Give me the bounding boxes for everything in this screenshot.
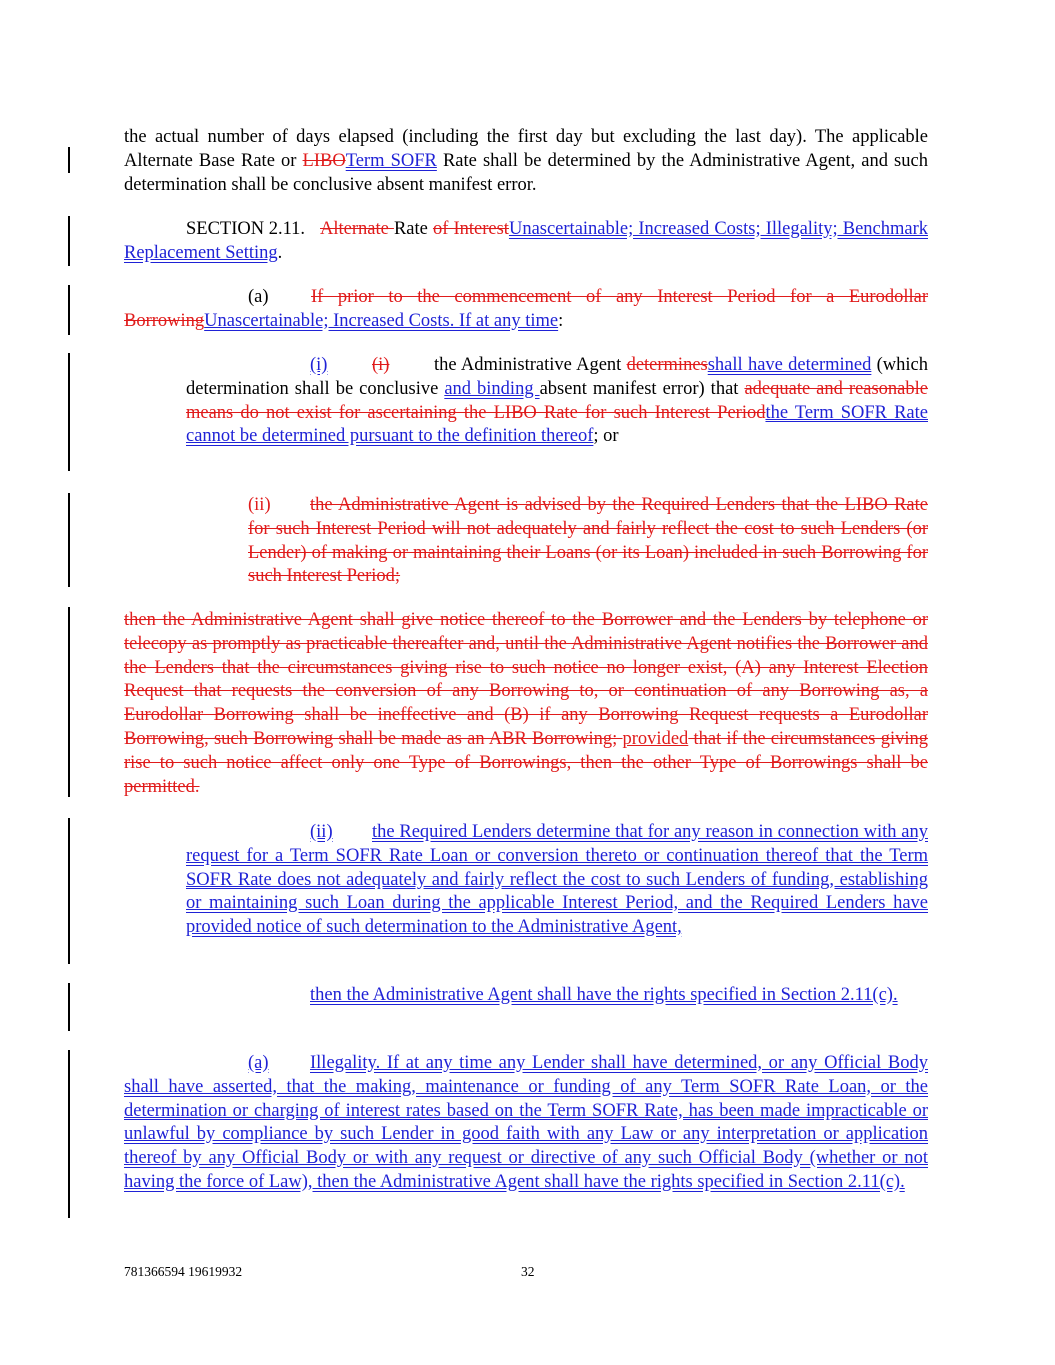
- deleted-clause-label: (i): [372, 355, 390, 375]
- change-bar: [68, 818, 70, 964]
- clause-label: (a): [248, 287, 269, 307]
- page-number: 32: [521, 1264, 535, 1279]
- inserted-text: then the Administrative Agent shall have the rights specified in Section 2.11(c).: [310, 985, 898, 1005]
- change-bar: [68, 493, 70, 587]
- paragraph-i: [186, 354, 928, 449]
- text-run: Rate shall be determined by the Administrative Agent, and such determination shall be conclusive absent manifest error.: [124, 150, 928, 195]
- change-bar: [68, 285, 70, 335]
- text-run: :: [558, 310, 564, 331]
- change-bar: [68, 1050, 70, 1218]
- inserted-text: Term SOFR: [345, 150, 437, 171]
- deleted-clause-label: (ii): [248, 495, 271, 515]
- deleted-text: of Interest: [432, 219, 509, 239]
- inserted-clause-label: (i): [310, 355, 328, 375]
- deleted-text: adequate and reasonable means do not exist for ascertaining the LIBO Rate for such Interest Period: [186, 378, 928, 423]
- paragraph-intro: [124, 126, 928, 197]
- inserted-text: Unascertainable; Increased Costs; Illegality; Benchmark Replacement Setting: [124, 219, 928, 263]
- text-run: the actual number of days elapsed (including the first day but excluding the last day). The applicable Alternate Base Rate or: [124, 127, 928, 171]
- paragraph-then-inserted: [248, 984, 928, 1008]
- inserted-clause-label: (ii): [310, 822, 333, 842]
- text-run: absent manifest error) that: [539, 378, 745, 399]
- deleted-text: Alternate: [320, 219, 394, 239]
- inserted-clause-label: (a): [248, 1053, 269, 1073]
- section-heading: [124, 218, 928, 266]
- inserted-text: the Term SOFR Rate cannot be determined pursuant to the definition thereof: [186, 402, 928, 447]
- inserted-text: and binding: [444, 378, 540, 399]
- text-run: Rate: [393, 219, 433, 239]
- inserted-text: Unascertainable; Increased Costs. If at any time: [204, 310, 559, 331]
- text-run: .: [277, 242, 283, 263]
- deleted-text: determines: [626, 355, 708, 375]
- inserted-text: Illegality. If at any time any Lender shall have determined, or any Official Body shall have asserted, that the making, maintenance or funding of any Term SOFR Rate Loan, or the determination or charging of interest rates based on the Term SOFR Rate, has been made impracticable or unlawful by compliance by such Lender in good faith with any Law or any interpretation or application thereof by any Official Body or with any request or directive of any such Official Body (whether or not having the force of Law), then the Administrative Agent shall have the rights specified in Section 2.11(c).: [124, 1053, 928, 1192]
- deleted-text: LIBO: [302, 150, 346, 171]
- paragraph-then-deleted: [124, 609, 928, 799]
- text-run: the Administrative Agent: [434, 355, 627, 375]
- paragraph-ii-deleted: [248, 494, 928, 589]
- deleted-text: that if the circumstances giving rise to such notice affect only one Type of Borrowings, then the other Type of Borrowings shall be permitted.: [124, 728, 928, 797]
- footer-document-id: 781366594 19619932: [124, 1264, 243, 1279]
- inserted-text: shall have determined: [707, 355, 872, 375]
- text-run: (which determination shall be conclusive: [186, 355, 928, 399]
- change-bar: [68, 983, 70, 1031]
- paragraph-illegality: [124, 1052, 928, 1195]
- change-bar: [68, 353, 70, 471]
- change-bar: [68, 147, 70, 173]
- paragraph-a: [124, 286, 928, 334]
- change-bar: [68, 216, 70, 266]
- deleted-text: the Administrative Agent is advised by the Required Lenders that the LIBO Rate for such Interest Period will not adequately and fairly reflect the cost to such Lenders (or Lender) of making or maintaining their Loans (or its Loan) included in such Borrowing for such Interest Period;: [248, 495, 928, 587]
- deleted-text: then the Administrative Agent shall give notice thereof to the Borrower and the Lenders by telephone or telecopy as promptly as practicable thereafter and, until the Administrative Agent notifies the Borrower and the Lenders that the circumstances giving rise to such notice no longer exist, (A) any Interest Election Request that requests the conversion of any Borrowing to, or continuation of any Borrowing as, a Eurodollar Borrowing shall be ineffective and (B) if any Borrowing Request requests a Eurodollar Borrowing, such Borrowing shall be made as an ABR Borrowing;: [124, 610, 928, 749]
- deleted-text: provided: [622, 728, 689, 749]
- paragraph-ii-inserted: [186, 821, 928, 940]
- section-number: SECTION 2.11.: [186, 219, 306, 239]
- change-bar: [68, 607, 70, 797]
- text-run: ; or: [593, 426, 619, 447]
- deleted-text: If prior to the commencement of any Interest Period for a Eurodollar Borrowing: [124, 287, 928, 331]
- inserted-text: the Required Lenders determine that for any reason in connection with any request for a Term SOFR Rate Loan or conversion thereto or continuation thereof that the Term SOFR Rate does not adequately and fairly reflect the cost to such Lenders of funding, establishing or maintaining such Loan during the applicable Interest Period, and the Required Lenders have provided notice of such determination to the Administrative Agent,: [186, 822, 928, 938]
